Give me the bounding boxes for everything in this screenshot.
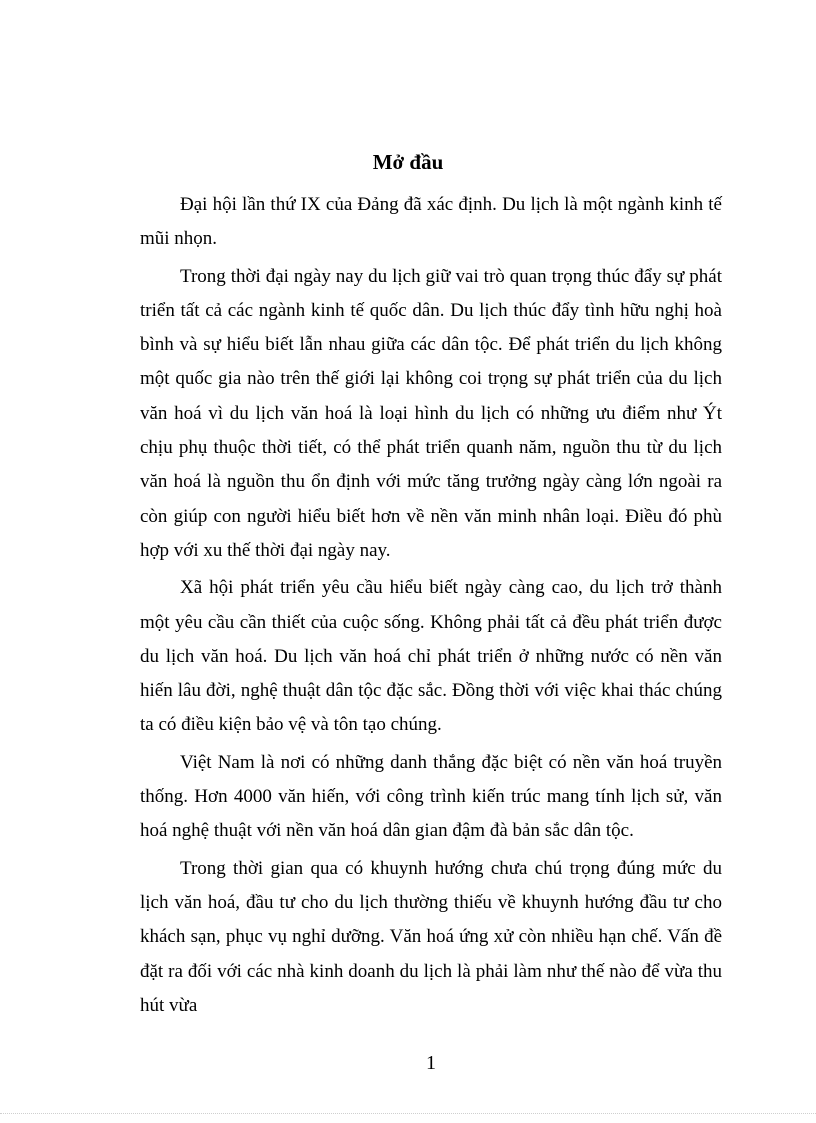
paragraph-3: Xã hội phát triển yêu cầu hiểu biết ngày càng cao, du lịch trở thành một yêu cầu cần thiết của cuộc sống. Không phải tất cả đều phát triển được du lịch văn hoá. Du lịch văn hoá chỉ phát triển ở những nước có nền văn hiến lâu đời, nghệ thuật dân tộc đặc sắc. Đồng thời với việc khai thác chúng ta có điều kiện bảo vệ và tôn tạo chúng. xyxy=(140,577,722,736)
paragraph-2: Trong thời đại ngày nay du lịch giữ vai trò quan trọng thúc đẩy sự phát triển tất cả các ngành kinh tế quốc dân. Du lịch thúc đẩy tình hữu nghị hoà bình và sự hiểu biết lẫn nhau giữa các dân tộc. Để phát triển du lịch không một quốc gia nào trên thế giới lại không coi trọng sự phát triển của du lịch văn hoá vì du lịch văn hoá là loại hình du lịch có những ưu điểm như Ýt chịu phụ thuộc thời tiết, có thể phát triển quanh năm, nguồn thu từ du lịch văn hoá là nguồn thu ổn định với mức tăng trưởng ngày càng lớn ngoài ra còn giúp con người hiểu biết hơn về nền văn minh nhân loại. Điều đó phù hợp với xu thế thời đại ngày nay. xyxy=(140,265,722,561)
paragraph-1: Đại hội lần thứ IX của Đảng đã xác định. Du lịch là một ngành kinh tế mũi nhọn. xyxy=(140,194,722,250)
paragraph-5: Trong thời gian qua có khuynh hướng chưa chú trọng đúng mức du lịch văn hoá, đầu tư cho du lịch thường thiếu về khuynh hướng đầu tư cho khách sạn, phục vụ nghỉ dưỡng. Văn hoá ứng xử còn nhiều hạn chế. Vấn đề đặt ra đối với các nhà kinh doanh du lịch là phải làm như thế nào để vừa thu hút vừa xyxy=(140,857,722,1016)
page-bottom-divider xyxy=(0,1113,816,1114)
document-body xyxy=(140,188,722,1026)
page-title: Mở đầu xyxy=(372,150,444,174)
paragraph-4: Việt Nam là nơi có những danh thắng đặc biệt có nền văn hoá truyền thống. Hơn 4000 văn hiến, với công trình kiến trúc mang tính lịch sử, văn hoá nghệ thuật với nền văn hoá dân gian đậm đà bản sắc dân tộc. xyxy=(140,751,722,842)
page-number: 1 xyxy=(426,1052,436,1074)
